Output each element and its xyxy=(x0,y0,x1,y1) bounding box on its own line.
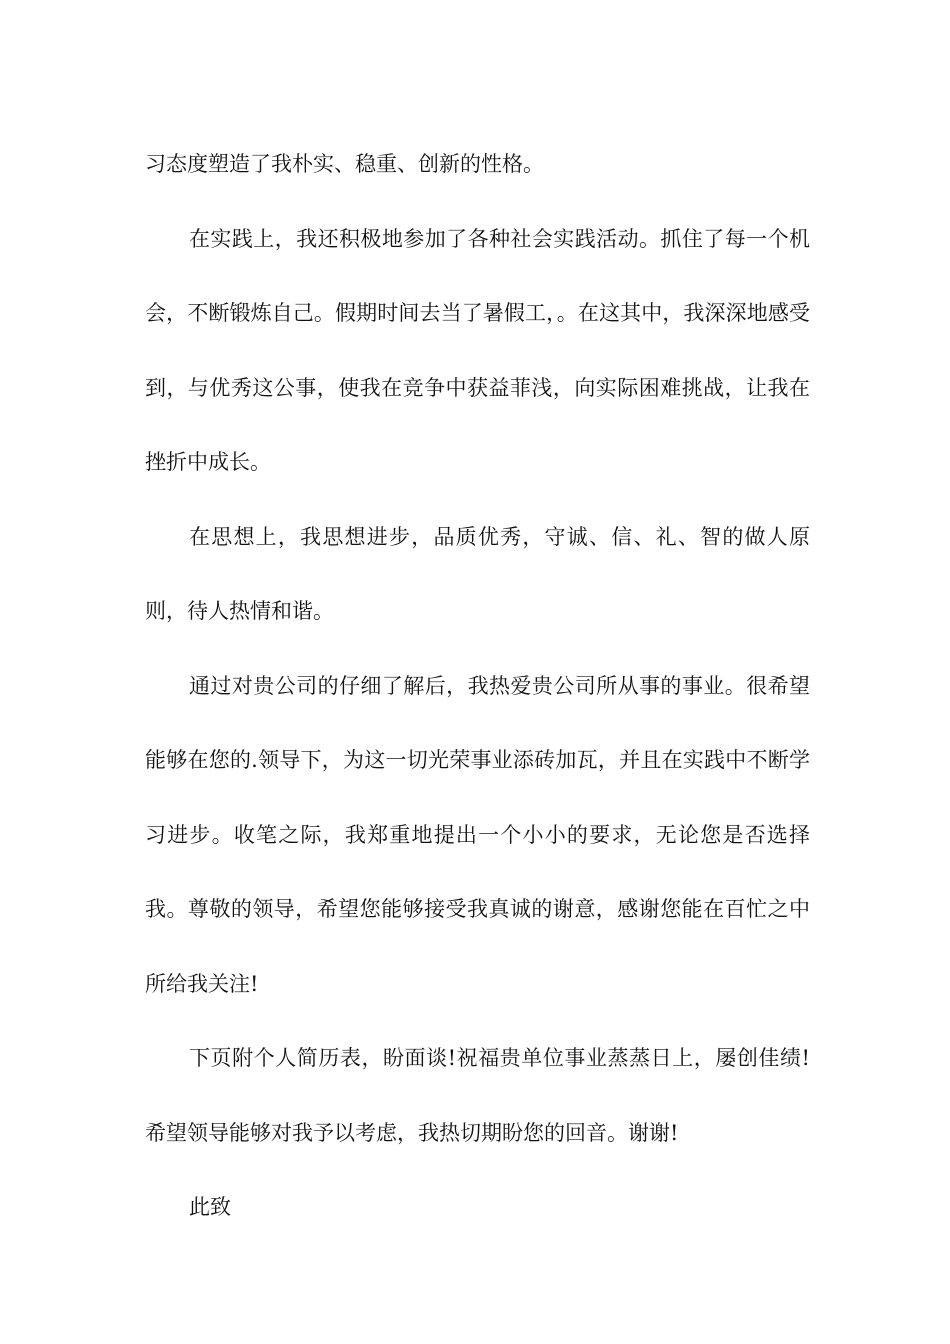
paragraph-salutation: 此致 xyxy=(189,1195,231,1219)
paragraph-closing: 下页附个人简历表，盼面谈!祝福贵单位事业蒸蒸日上，屡创佳绩!希望领导能够对我予以考虑，我热切期盼您的回音。谢谢! xyxy=(145,1046,810,1145)
paragraph-practice: 在实践上，我还积极地参加了各种社会实践活动。抓住了每一个机会，不断锻炼自己。假期时间去当了暑假工，。在这其中，我深深地感受到，与优秀这公事，使我在竞争中获益菲浅，向实际困难挑战，让我在挫折中成长。 xyxy=(145,226,810,474)
paragraph-company: 通过对贵公司的仔细了解后，我热爱贵公司所从事的事业。很希望能够在您的.领导下，为这一切光荣事业添砖加瓦，并且在实践中不断学习进步。收笔之际，我郑重地提出一个小小的要求，无论您是否选择我。尊敬的领导，希望您能够接受我真诚的谢意，感谢您能在百忙之中所给我关注! xyxy=(145,673,810,996)
document-body xyxy=(145,127,810,1245)
paragraph-continuation: 习态度塑造了我朴实、稳重、创新的性格。 xyxy=(145,152,544,176)
paragraph-thought: 在思想上，我思想进步，品质优秀，守诚、信、礼、智的做人原则，待人热情和谐。 xyxy=(145,524,810,623)
